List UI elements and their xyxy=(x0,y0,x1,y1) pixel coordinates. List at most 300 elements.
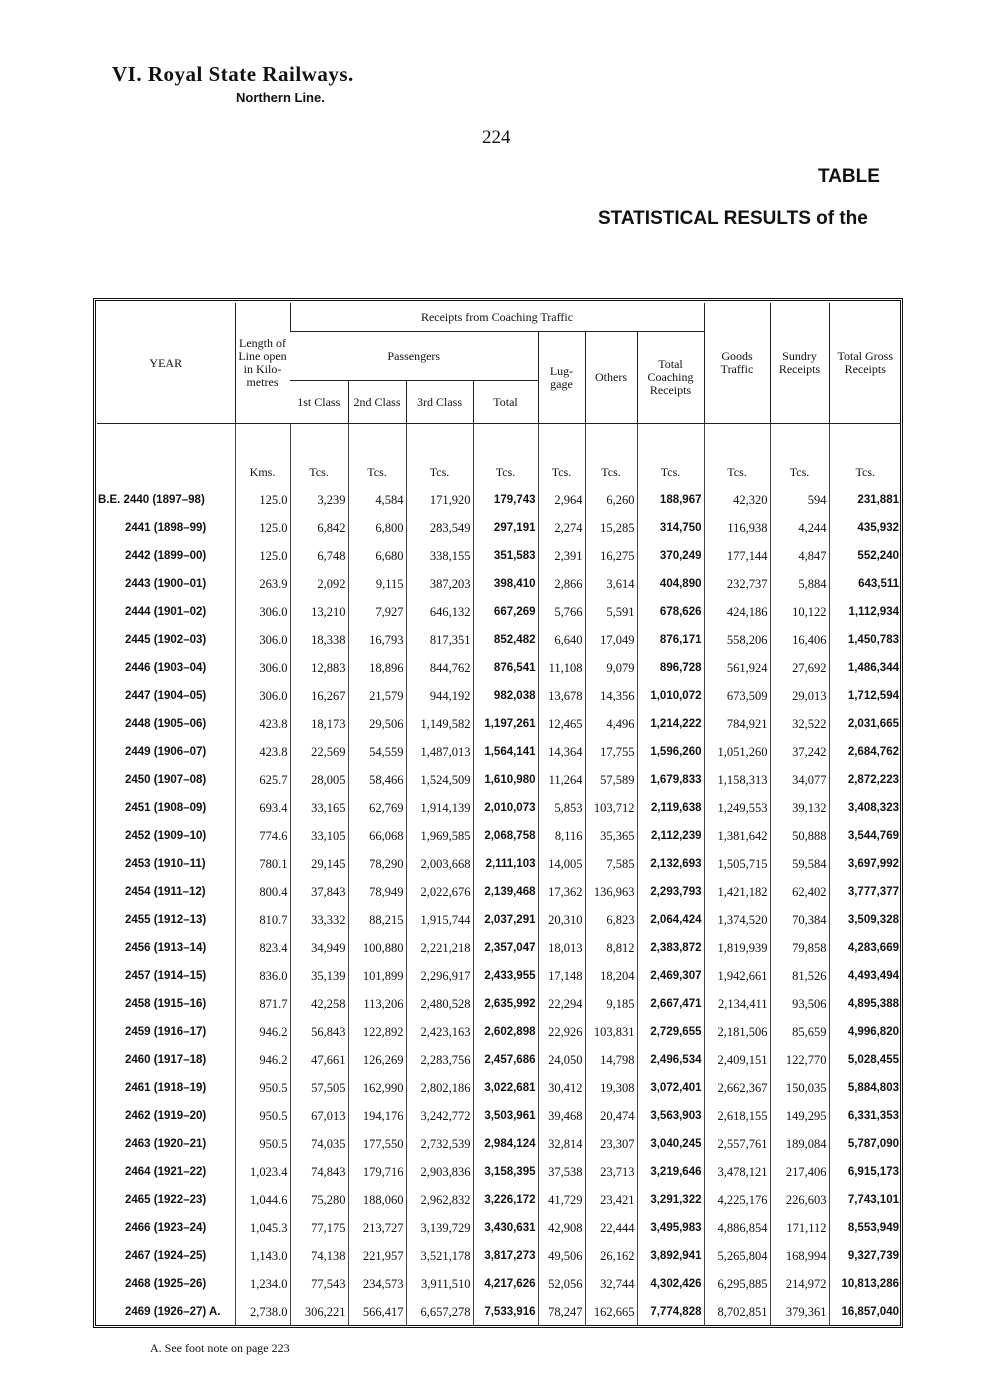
value-cell: 113,206 xyxy=(348,990,406,1018)
value-cell: 2,457,686 xyxy=(473,1046,538,1074)
table-row xyxy=(97,738,901,766)
value-cell: 6,657,278 xyxy=(406,1298,473,1326)
unit-cell: Tcs. xyxy=(473,424,538,487)
value-cell: 20,474 xyxy=(585,1102,637,1130)
year-cell: 2458 (1915–16) xyxy=(125,998,207,1010)
value-cell: 23,713 xyxy=(585,1158,637,1186)
value-cell: 217,406 xyxy=(770,1158,829,1186)
value-cell: 231,881 xyxy=(829,486,901,514)
value-cell: 1,610,980 xyxy=(473,766,538,794)
value-cell: 3,239 xyxy=(290,486,348,514)
value-cell: 11,264 xyxy=(538,766,585,794)
value-cell: 78,290 xyxy=(348,850,406,878)
value-cell: 2,132,693 xyxy=(637,850,704,878)
header-coaching-group: Receipts from Coaching Traffic xyxy=(290,303,704,332)
value-cell: 314,750 xyxy=(637,514,704,542)
value-cell: 6,800 xyxy=(348,514,406,542)
value-cell: 8,702,851 xyxy=(704,1298,770,1326)
table-title: STATISTICAL RESULTS of the xyxy=(598,208,868,229)
value-cell: 1,249,553 xyxy=(704,794,770,822)
value-cell: 2,112,239 xyxy=(637,822,704,850)
value-cell: 17,755 xyxy=(585,738,637,766)
header-year: YEAR xyxy=(97,303,235,424)
value-cell: 33,332 xyxy=(290,906,348,934)
unit-cell: Tcs. xyxy=(585,424,637,487)
value-cell: 26,162 xyxy=(585,1242,637,1270)
statistics-table xyxy=(97,303,901,1326)
value-cell: 4,283,669 xyxy=(829,934,901,962)
unit-cell: Tcs. xyxy=(770,424,829,487)
value-cell: 213,727 xyxy=(348,1214,406,1242)
year-cell: 2468 (1925–26) xyxy=(125,1278,207,1290)
value-cell: 75,280 xyxy=(290,1186,348,1214)
value-cell: 1,450,783 xyxy=(829,626,901,654)
value-cell: 171,920 xyxy=(406,486,473,514)
value-cell: 9,327,739 xyxy=(829,1242,901,1270)
table-row xyxy=(97,486,901,514)
page-number: 224 xyxy=(482,127,511,148)
year-cell: B.E. 2440 (1897–98) xyxy=(98,494,205,506)
table-row xyxy=(97,766,901,794)
value-cell: 79,858 xyxy=(770,934,829,962)
value-cell: 9,185 xyxy=(585,990,637,1018)
value-cell: 2,469,307 xyxy=(637,962,704,990)
value-cell: 370,249 xyxy=(637,542,704,570)
section-subheading: Northern Line. xyxy=(236,90,325,105)
value-cell: 14,356 xyxy=(585,682,637,710)
value-cell: 34,949 xyxy=(290,934,348,962)
table-row xyxy=(97,1018,901,1046)
year-cell: 2441 (1898–99) xyxy=(125,522,207,534)
value-cell: 3,495,983 xyxy=(637,1214,704,1242)
value-cell: 2,134,411 xyxy=(704,990,770,1018)
value-cell: 3,040,245 xyxy=(637,1130,704,1158)
value-cell: 221,957 xyxy=(348,1242,406,1270)
value-cell: 844,762 xyxy=(406,654,473,682)
header-total-coaching: Total Coaching Receipts xyxy=(637,332,704,424)
value-cell: 37,843 xyxy=(290,878,348,906)
table-row xyxy=(97,654,901,682)
value-cell: 2,732,539 xyxy=(406,1130,473,1158)
value-cell: 1,524,509 xyxy=(406,766,473,794)
value-cell: 13,678 xyxy=(538,682,585,710)
value-cell: 22,294 xyxy=(538,990,585,1018)
value-cell: 852,482 xyxy=(473,626,538,654)
value-cell: 2,064,424 xyxy=(637,906,704,934)
value-cell: 823.4 xyxy=(235,934,290,962)
year-cell: 2452 (1909–10) xyxy=(125,830,207,842)
value-cell: 1,158,313 xyxy=(704,766,770,794)
year-cell: 2445 (1902–03) xyxy=(125,634,207,646)
value-cell: 423.8 xyxy=(235,710,290,738)
value-cell: 77,175 xyxy=(290,1214,348,1242)
value-cell: 3,777,377 xyxy=(829,878,901,906)
table-row xyxy=(97,626,901,654)
value-cell: 13,210 xyxy=(290,598,348,626)
value-cell: 1,819,939 xyxy=(704,934,770,962)
value-cell: 552,240 xyxy=(829,542,901,570)
value-cell: 9,115 xyxy=(348,570,406,598)
value-cell: 3,521,178 xyxy=(406,1242,473,1270)
value-cell: 47,661 xyxy=(290,1046,348,1074)
value-cell: 3,544,769 xyxy=(829,822,901,850)
value-cell: 2,293,793 xyxy=(637,878,704,906)
value-cell: 3,408,323 xyxy=(829,794,901,822)
value-cell: 16,275 xyxy=(585,542,637,570)
year-cell: 2467 (1924–25) xyxy=(125,1250,207,1262)
value-cell: 5,853 xyxy=(538,794,585,822)
value-cell: 125.0 xyxy=(235,542,290,570)
value-cell: 125.0 xyxy=(235,514,290,542)
value-cell: 12,883 xyxy=(290,654,348,682)
value-cell: 2,602,898 xyxy=(473,1018,538,1046)
year-cell: 2453 (1910–11) xyxy=(125,858,206,870)
value-cell: 179,743 xyxy=(473,486,538,514)
value-cell: 780.1 xyxy=(235,850,290,878)
value-cell: 18,338 xyxy=(290,626,348,654)
value-cell: 18,204 xyxy=(585,962,637,990)
value-cell: 20,310 xyxy=(538,906,585,934)
value-cell: 306.0 xyxy=(235,626,290,654)
value-cell: 16,857,040 xyxy=(829,1298,901,1326)
value-cell: 3,509,328 xyxy=(829,906,901,934)
value-cell: 2,274 xyxy=(538,514,585,542)
value-cell: 2,092 xyxy=(290,570,348,598)
value-cell: 1,421,182 xyxy=(704,878,770,906)
value-cell: 982,038 xyxy=(473,682,538,710)
value-cell: 42,258 xyxy=(290,990,348,1018)
header-others: Others xyxy=(585,332,637,424)
value-cell: 7,774,828 xyxy=(637,1298,704,1326)
value-cell: 4,895,388 xyxy=(829,990,901,1018)
year-cell: 2449 (1906–07) xyxy=(125,746,207,758)
value-cell: 19,308 xyxy=(585,1074,637,1102)
table-row xyxy=(97,822,901,850)
value-cell: 103,831 xyxy=(585,1018,637,1046)
value-cell: 950.5 xyxy=(235,1074,290,1102)
value-cell: 8,812 xyxy=(585,934,637,962)
footnote: A. See foot note on page 223 xyxy=(150,1341,290,1355)
value-cell: 18,013 xyxy=(538,934,585,962)
value-cell: 3,022,681 xyxy=(473,1074,538,1102)
value-cell: 3,226,172 xyxy=(473,1186,538,1214)
value-cell: 5,591 xyxy=(585,598,637,626)
value-cell: 2,010,073 xyxy=(473,794,538,822)
value-cell: 33,105 xyxy=(290,822,348,850)
value-cell: 1,149,582 xyxy=(406,710,473,738)
value-cell: 52,056 xyxy=(538,1270,585,1298)
value-cell: 1,914,139 xyxy=(406,794,473,822)
unit-cell: Tcs. xyxy=(637,424,704,487)
value-cell: 67,013 xyxy=(290,1102,348,1130)
value-cell: 297,191 xyxy=(473,514,538,542)
value-cell: 2,872,223 xyxy=(829,766,901,794)
value-cell: 16,793 xyxy=(348,626,406,654)
value-cell: 74,138 xyxy=(290,1242,348,1270)
value-cell: 3,072,401 xyxy=(637,1074,704,1102)
value-cell: 28,005 xyxy=(290,766,348,794)
value-cell: 2,383,872 xyxy=(637,934,704,962)
year-cell: 2451 (1908–09) xyxy=(125,802,207,814)
value-cell: 194,176 xyxy=(348,1102,406,1130)
value-cell: 643,511 xyxy=(829,570,901,598)
value-cell: 179,716 xyxy=(348,1158,406,1186)
value-cell: 810.7 xyxy=(235,906,290,934)
value-cell: 7,743,101 xyxy=(829,1186,901,1214)
value-cell: 896,728 xyxy=(637,654,704,682)
value-cell: 6,823 xyxy=(585,906,637,934)
value-cell: 1,010,072 xyxy=(637,682,704,710)
value-cell: 2,037,291 xyxy=(473,906,538,934)
value-cell: 1,197,261 xyxy=(473,710,538,738)
value-cell: 946.2 xyxy=(235,1046,290,1074)
value-cell: 1,045.3 xyxy=(235,1214,290,1242)
value-cell: 2,139,468 xyxy=(473,878,538,906)
value-cell: 39,132 xyxy=(770,794,829,822)
value-cell: 594 xyxy=(770,486,829,514)
value-cell: 950.5 xyxy=(235,1130,290,1158)
value-cell: 283,549 xyxy=(406,514,473,542)
value-cell: 836.0 xyxy=(235,962,290,990)
year-cell: 2463 (1920–21) xyxy=(125,1138,207,1150)
value-cell: 14,798 xyxy=(585,1046,637,1074)
value-cell: 6,680 xyxy=(348,542,406,570)
value-cell: 871.7 xyxy=(235,990,290,1018)
value-cell: 3,219,646 xyxy=(637,1158,704,1186)
value-cell: 126,269 xyxy=(348,1046,406,1074)
value-cell: 4,584 xyxy=(348,486,406,514)
value-cell: 5,766 xyxy=(538,598,585,626)
value-cell: 168,994 xyxy=(770,1242,829,1270)
value-cell: 3,697,992 xyxy=(829,850,901,878)
value-cell: 23,421 xyxy=(585,1186,637,1214)
value-cell: 2,480,528 xyxy=(406,990,473,1018)
value-cell: 136,963 xyxy=(585,878,637,906)
value-cell: 21,579 xyxy=(348,682,406,710)
value-cell: 625.7 xyxy=(235,766,290,794)
value-cell: 226,603 xyxy=(770,1186,829,1214)
value-cell: 351,583 xyxy=(473,542,538,570)
value-cell: 4,493,494 xyxy=(829,962,901,990)
value-cell: 5,265,804 xyxy=(704,1242,770,1270)
value-cell: 4,886,854 xyxy=(704,1214,770,1242)
value-cell: 16,267 xyxy=(290,682,348,710)
header-3rd-class: 3rd Class xyxy=(406,381,473,424)
value-cell: 57,505 xyxy=(290,1074,348,1102)
value-cell: 944,192 xyxy=(406,682,473,710)
value-cell: 57,589 xyxy=(585,766,637,794)
value-cell: 10,813,286 xyxy=(829,1270,901,1298)
value-cell: 35,139 xyxy=(290,962,348,990)
value-cell: 1,712,594 xyxy=(829,682,901,710)
value-cell: 2,984,124 xyxy=(473,1130,538,1158)
value-cell: 22,569 xyxy=(290,738,348,766)
year-cell: 2443 (1900–01) xyxy=(125,578,207,590)
value-cell: 62,402 xyxy=(770,878,829,906)
value-cell: 2,409,151 xyxy=(704,1046,770,1074)
value-cell: 1,942,661 xyxy=(704,962,770,990)
value-cell: 646,132 xyxy=(406,598,473,626)
value-cell: 37,538 xyxy=(538,1158,585,1186)
value-cell: 424,186 xyxy=(704,598,770,626)
unit-cell: Tcs. xyxy=(290,424,348,487)
value-cell: 4,847 xyxy=(770,542,829,570)
value-cell: 6,748 xyxy=(290,542,348,570)
value-cell: 946.2 xyxy=(235,1018,290,1046)
value-cell: 4,225,176 xyxy=(704,1186,770,1214)
value-cell: 18,896 xyxy=(348,654,406,682)
value-cell: 2,802,186 xyxy=(406,1074,473,1102)
unit-cell: Tcs. xyxy=(406,424,473,487)
value-cell: 2,662,367 xyxy=(704,1074,770,1102)
table-row xyxy=(97,850,901,878)
year-cell: 2447 (1904–05) xyxy=(125,690,207,702)
value-cell: 306.0 xyxy=(235,598,290,626)
value-cell: 2,738.0 xyxy=(235,1298,290,1326)
value-cell: 9,079 xyxy=(585,654,637,682)
value-cell: 14,005 xyxy=(538,850,585,878)
value-cell: 188,967 xyxy=(637,486,704,514)
value-cell: 1,143.0 xyxy=(235,1242,290,1270)
value-cell: 1,374,520 xyxy=(704,906,770,934)
value-cell: 876,541 xyxy=(473,654,538,682)
value-cell: 423.8 xyxy=(235,738,290,766)
value-cell: 3,614 xyxy=(585,570,637,598)
year-cell: 2464 (1921–22) xyxy=(125,1166,207,1178)
value-cell: 188,060 xyxy=(348,1186,406,1214)
value-cell: 435,932 xyxy=(829,514,901,542)
year-cell: 2462 (1919–20) xyxy=(125,1110,207,1122)
value-cell: 189,084 xyxy=(770,1130,829,1158)
header-gross: Total Gross Receipts xyxy=(829,303,901,424)
value-cell: 1,969,585 xyxy=(406,822,473,850)
value-cell: 4,496 xyxy=(585,710,637,738)
value-cell: 101,899 xyxy=(348,962,406,990)
table-row xyxy=(97,1102,901,1130)
value-cell: 93,506 xyxy=(770,990,829,1018)
value-cell: 1,381,642 xyxy=(704,822,770,850)
value-cell: 4,217,626 xyxy=(473,1270,538,1298)
value-cell: 7,533,916 xyxy=(473,1298,538,1326)
value-cell: 23,307 xyxy=(585,1130,637,1158)
year-cell: 2469 (1926–27) A. xyxy=(125,1306,221,1318)
value-cell: 171,112 xyxy=(770,1214,829,1242)
value-cell: 7,927 xyxy=(348,598,406,626)
value-cell: 2,667,471 xyxy=(637,990,704,1018)
value-cell: 3,158,395 xyxy=(473,1158,538,1186)
value-cell: 3,291,322 xyxy=(637,1186,704,1214)
value-cell: 1,112,934 xyxy=(829,598,901,626)
value-cell: 59,584 xyxy=(770,850,829,878)
year-cell: 2465 (1922–23) xyxy=(125,1194,207,1206)
value-cell: 4,302,426 xyxy=(637,1270,704,1298)
value-cell: 177,144 xyxy=(704,542,770,570)
value-cell: 784,921 xyxy=(704,710,770,738)
value-cell: 1,915,744 xyxy=(406,906,473,934)
value-cell: 3,242,772 xyxy=(406,1102,473,1130)
year-cell: 2456 (1913–14) xyxy=(125,942,207,954)
value-cell: 667,269 xyxy=(473,598,538,626)
value-cell: 17,049 xyxy=(585,626,637,654)
value-cell: 8,116 xyxy=(538,822,585,850)
value-cell: 2,031,665 xyxy=(829,710,901,738)
table-row xyxy=(97,1270,901,1298)
value-cell: 24,050 xyxy=(538,1046,585,1074)
unit-cell: Tcs. xyxy=(348,424,406,487)
year-cell: 2448 (1905–06) xyxy=(125,718,207,730)
value-cell: 4,996,820 xyxy=(829,1018,901,1046)
value-cell: 78,247 xyxy=(538,1298,585,1326)
value-cell: 149,295 xyxy=(770,1102,829,1130)
value-cell: 16,406 xyxy=(770,626,829,654)
value-cell: 62,769 xyxy=(348,794,406,822)
table-row xyxy=(97,878,901,906)
unit-cell: Tcs. xyxy=(829,424,901,487)
value-cell: 2,296,917 xyxy=(406,962,473,990)
table-row xyxy=(97,514,901,542)
table-row xyxy=(97,1242,901,1270)
value-cell: 678,626 xyxy=(637,598,704,626)
value-cell: 263.9 xyxy=(235,570,290,598)
header-luggage: Lug-gage xyxy=(538,332,585,424)
value-cell: 1,487,013 xyxy=(406,738,473,766)
header-passengers: Passengers xyxy=(290,332,538,381)
value-cell: 566,417 xyxy=(348,1298,406,1326)
value-cell: 876,171 xyxy=(637,626,704,654)
value-cell: 232,737 xyxy=(704,570,770,598)
value-cell: 116,938 xyxy=(704,514,770,542)
table-row xyxy=(97,990,901,1018)
value-cell: 42,320 xyxy=(704,486,770,514)
value-cell: 214,972 xyxy=(770,1270,829,1298)
value-cell: 2,684,762 xyxy=(829,738,901,766)
value-cell: 6,295,885 xyxy=(704,1270,770,1298)
table-header xyxy=(97,303,901,424)
value-cell: 29,145 xyxy=(290,850,348,878)
value-cell: 39,468 xyxy=(538,1102,585,1130)
value-cell: 8,553,949 xyxy=(829,1214,901,1242)
table-row xyxy=(97,1074,901,1102)
table-row xyxy=(97,906,901,934)
value-cell: 2,496,534 xyxy=(637,1046,704,1074)
value-cell: 29,013 xyxy=(770,682,829,710)
value-cell: 558,206 xyxy=(704,626,770,654)
year-cell: 2461 (1918–19) xyxy=(125,1082,207,1094)
value-cell: 177,550 xyxy=(348,1130,406,1158)
value-cell: 5,884,803 xyxy=(829,1074,901,1102)
value-cell: 32,522 xyxy=(770,710,829,738)
value-cell: 2,433,955 xyxy=(473,962,538,990)
value-cell: 1,486,344 xyxy=(829,654,901,682)
value-cell: 66,068 xyxy=(348,822,406,850)
value-cell: 6,640 xyxy=(538,626,585,654)
table-row xyxy=(97,1158,901,1186)
value-cell: 2,962,832 xyxy=(406,1186,473,1214)
table-body xyxy=(97,424,901,1327)
value-cell: 379,361 xyxy=(770,1298,829,1326)
header-length: Length of Line open in Kilo-metres xyxy=(235,303,290,424)
value-cell: 4,244 xyxy=(770,514,829,542)
value-cell: 14,364 xyxy=(538,738,585,766)
value-cell: 78,949 xyxy=(348,878,406,906)
value-cell: 2,357,047 xyxy=(473,934,538,962)
value-cell: 950.5 xyxy=(235,1102,290,1130)
value-cell: 100,880 xyxy=(348,934,406,962)
unit-cell: Tcs. xyxy=(538,424,585,487)
value-cell: 41,729 xyxy=(538,1186,585,1214)
header-1st-class: 1st Class xyxy=(290,381,348,424)
value-cell: 17,362 xyxy=(538,878,585,906)
